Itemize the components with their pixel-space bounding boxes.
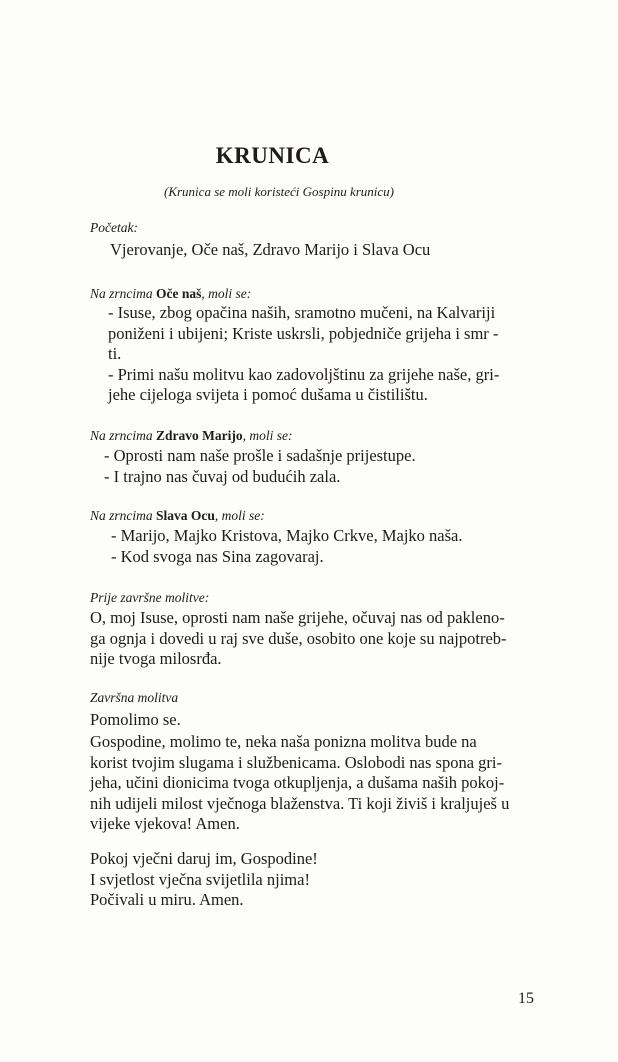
section-label-oce-nas xyxy=(90,286,251,302)
rubric-prefix: Na zrncima xyxy=(90,428,157,443)
prayer-line: Gospodine, molimo te, neka naša ponizna molitva bude na xyxy=(90,732,477,751)
page-subtitle: (Krunica se moli koristeći Gospinu krunicu) xyxy=(164,184,394,199)
prayer-line: - Marijo, Majko Kristova, Majko Crkve, Majko naša. xyxy=(111,526,463,545)
section-label-prije-zavrsne: Prije završne molitve: xyxy=(90,590,210,605)
bead-name: Slava Ocu xyxy=(156,508,215,523)
rubric-prefix: Na zrncima xyxy=(90,508,157,523)
prayer-block-slava-ocu xyxy=(111,526,462,567)
prayer-block-zdravo-marijo xyxy=(104,446,416,487)
bead-name: Zdravo Marijo xyxy=(156,428,243,443)
prayer-block-prije-zavrsne xyxy=(90,608,507,670)
rubric-suffix: , moli se: xyxy=(214,508,265,523)
prayer-block-pokoj xyxy=(90,849,318,911)
prayer-line: korist tvojim slugama i službenicama. Oslobodi nas spona gri- xyxy=(90,752,502,772)
prayer-line: - Primi našu molitvu kao zadovoljštinu za grijehe naše, gri- xyxy=(108,364,500,384)
prayer-line: poniženi i ubijeni; Kriste uskrsli, pobjedniče grijeha i smr - xyxy=(108,323,499,343)
page-title: KRUNICA xyxy=(215,143,330,168)
zavrsna-intro: Pomolimo se. xyxy=(90,710,181,729)
prayer-line: - I trajno nas čuvaj od budućih zala. xyxy=(104,466,341,486)
page-number: 15 xyxy=(518,990,534,1007)
prayer-line: ti. xyxy=(108,344,122,364)
prayer-line: - Kod svoga nas Sina zagovaraj. xyxy=(111,546,324,566)
rubric-prefix: Na zrncima xyxy=(90,286,157,301)
pocetak-text: Vjerovanje, Oče naš, Zdravo Marijo i Slava Ocu xyxy=(110,240,431,259)
prayer-line: ga ognja i dovedi u raj sve duše, osobito one koje su najpotreb- xyxy=(90,628,507,648)
prayer-line: Počivali u miru. Amen. xyxy=(90,890,244,910)
section-label-pocetak: Početak: xyxy=(90,220,138,235)
section-label-zdravo-marijo xyxy=(90,428,293,444)
bead-name: Oče naš xyxy=(156,286,202,301)
prayer-block-oce-nas xyxy=(108,303,499,406)
prayer-line: nije tvoga milosrđa. xyxy=(90,649,222,669)
prayer-block-zavrsna xyxy=(90,732,509,835)
prayer-line: I svjetlost vječna svijetlila njima! xyxy=(90,869,310,889)
section-label-slava-ocu xyxy=(90,508,265,524)
section-label-zavrsna: Završna molitva xyxy=(90,690,179,705)
prayer-line: Pokoj vječni daruj im, Gospodine! xyxy=(90,849,318,868)
prayer-line: nih udijeli milost vječnoga blaženstva. Ti koji živiš i kraljuješ u xyxy=(90,793,510,813)
prayer-line: jeha, učini dionicima tvoga otkupljenja, a dušama naših pokoj- xyxy=(90,773,505,793)
rubric-suffix: , moli se: xyxy=(242,428,293,443)
prayer-line: - Oprosti nam naše prošle i sadašnje prijestupe. xyxy=(104,446,416,465)
prayer-line: vijeke vjekova! Amen. xyxy=(90,814,240,834)
prayer-line: jehe cijeloga svijeta i pomoć dušama u čistilištu. xyxy=(108,385,428,405)
rubric-suffix: , moli se: xyxy=(201,286,252,301)
prayer-line: O, moj Isuse, oprosti nam naše grijehe, očuvaj nas od pakleno- xyxy=(90,608,505,627)
prayer-line: - Isuse, zbog opačina naših, sramotno mučeni, na Kalvariji xyxy=(108,303,496,322)
